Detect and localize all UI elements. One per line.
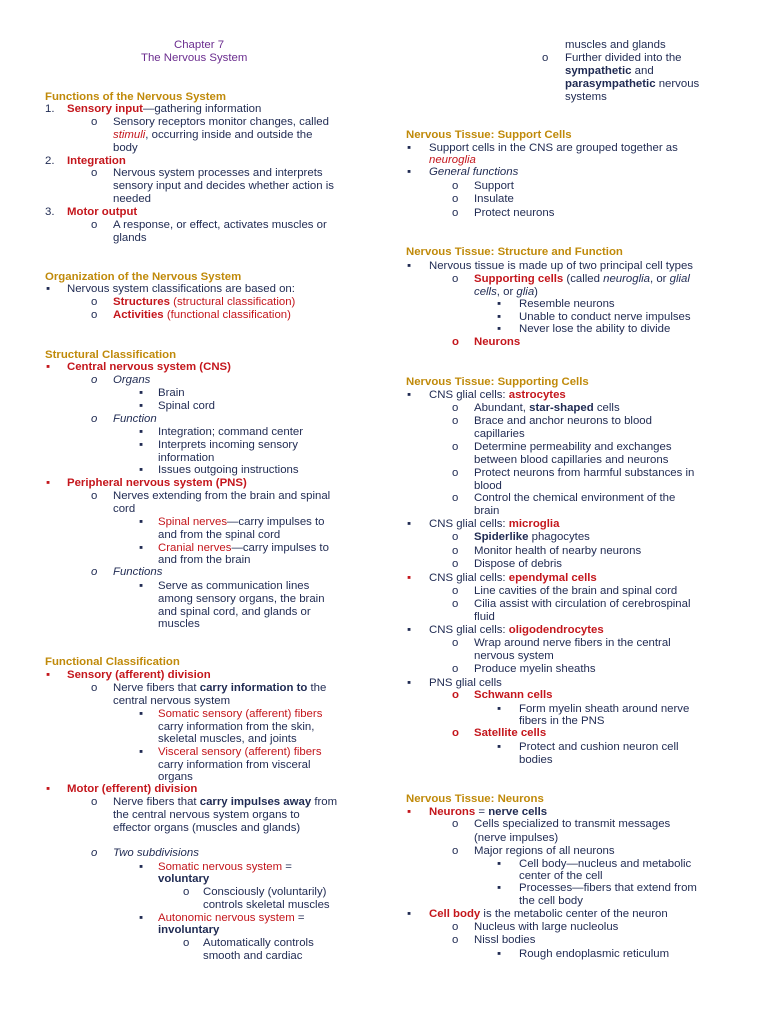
square-bullet: ▪ xyxy=(407,260,412,272)
list-item: A response, or effect, activates muscles or xyxy=(113,219,327,231)
list-item: the central nervous system organs to xyxy=(113,809,300,821)
list-item: central nervous system xyxy=(113,695,231,707)
square-bullet: ▪ xyxy=(139,464,144,476)
list-item: CNS glial cells: ependymal cells xyxy=(429,572,597,584)
list-item: Unable to conduct nerve impulses xyxy=(519,311,691,323)
section-heading-functional: Functional Classification xyxy=(45,656,180,668)
list-item: Further divided into the xyxy=(565,52,682,64)
list-item: needed xyxy=(113,193,152,205)
list-item: Organs xyxy=(113,374,151,386)
list-item: Support xyxy=(474,180,514,192)
square-bullet: ▪ xyxy=(497,948,502,960)
list-item: Motor output xyxy=(67,206,138,218)
list-item: Control the chemical environment of the xyxy=(474,492,676,504)
list-item: (nerve impulses) xyxy=(474,832,559,844)
square-bullet: ▪ xyxy=(139,542,144,554)
list-item: Form myelin sheath around nerve xyxy=(519,703,690,715)
list-item: effector organs (muscles and glands) xyxy=(113,822,301,834)
list-item: Protect neurons xyxy=(474,207,555,219)
list-item: Integration xyxy=(67,155,126,167)
circle-bullet: o xyxy=(452,492,459,504)
list-item: Issues outgoing instructions xyxy=(158,464,299,476)
list-item: Central nervous system (CNS) xyxy=(67,361,231,373)
list-item: Cells specialized to transmit messages xyxy=(474,818,671,830)
list-item: stimuli, occurring inside and outside the xyxy=(113,129,313,141)
list-number: 3. xyxy=(45,206,55,218)
circle-bullet: o xyxy=(452,180,459,192)
section-heading-supporting-cells: Nervous Tissue: Supporting Cells xyxy=(406,376,589,388)
circle-bullet: o xyxy=(91,847,98,859)
list-item: Brace and anchor neurons to blood xyxy=(474,415,652,427)
circle-bullet: o xyxy=(452,441,459,453)
circle-bullet: o xyxy=(452,336,459,348)
circle-bullet: o xyxy=(91,296,98,308)
square-bullet: ▪ xyxy=(139,708,144,720)
list-item: sympathetic and xyxy=(565,65,654,77)
list-item: Nissl bodies xyxy=(474,934,536,946)
circle-bullet: o xyxy=(452,598,459,610)
circle-bullet: o xyxy=(91,116,98,128)
list-item: Insulate xyxy=(474,193,514,205)
list-item: Neurons = nerve cells xyxy=(429,806,548,818)
list-item: CNS glial cells: microglia xyxy=(429,518,560,530)
list-item: involuntary xyxy=(158,924,220,936)
list-item: Sensory (afferent) division xyxy=(67,669,211,681)
square-bullet: ▪ xyxy=(46,283,51,295)
list-item: Integration; command center xyxy=(158,426,303,438)
circle-bullet: o xyxy=(91,167,98,179)
list-item: Autonomic nervous system = xyxy=(158,912,305,924)
chapter-label: Chapter 7 xyxy=(174,39,225,51)
section-heading-organization: Organization of the Nervous System xyxy=(45,271,242,283)
square-bullet: ▪ xyxy=(497,741,502,753)
square-bullet: ▪ xyxy=(407,142,412,154)
square-bullet: ▪ xyxy=(139,580,144,592)
square-bullet: ▪ xyxy=(497,882,502,894)
circle-bullet: o xyxy=(452,558,459,570)
list-item: Abundant, star-shaped cells xyxy=(474,402,620,414)
list-item: PNS glial cells xyxy=(429,677,502,689)
circle-bullet: o xyxy=(452,934,459,946)
list-item: Protect and cushion neuron cell xyxy=(519,741,679,753)
circle-bullet: o xyxy=(452,273,459,285)
circle-bullet: o xyxy=(452,689,459,701)
circle-bullet: o xyxy=(452,663,459,675)
circle-bullet: o xyxy=(452,585,459,597)
list-item: glands xyxy=(113,232,147,244)
circle-bullet: o xyxy=(452,207,459,219)
circle-bullet: o xyxy=(452,845,459,857)
list-number: 1. xyxy=(45,103,55,115)
square-bullet: ▪ xyxy=(497,298,502,310)
square-bullet: ▪ xyxy=(497,311,502,323)
list-item: Spinal nerves—carry impulses to xyxy=(158,516,325,528)
list-item: Wrap around nerve fibers in the central xyxy=(474,637,671,649)
square-bullet: ▪ xyxy=(497,703,502,715)
circle-bullet: o xyxy=(91,796,98,808)
list-item: Sensory receptors monitor changes, called xyxy=(113,116,329,128)
list-item: parasympathetic nervous xyxy=(565,78,700,90)
list-item: Automatically controls xyxy=(203,937,314,949)
list-item: Somatic sensory (afferent) fibers xyxy=(158,708,323,720)
list-item: voluntary xyxy=(158,873,210,885)
section-heading-structural: Structural Classification xyxy=(45,349,177,361)
list-item: and from the brain xyxy=(158,554,251,566)
list-item: Sensory input—gathering information xyxy=(67,103,262,115)
list-item: Major regions of all neurons xyxy=(474,845,615,857)
square-bullet: ▪ xyxy=(139,387,144,399)
circle-bullet: o xyxy=(452,637,459,649)
section-heading-neurons: Nervous Tissue: Neurons xyxy=(406,793,544,805)
list-item: carry information from visceral xyxy=(158,759,311,771)
square-bullet: ▪ xyxy=(497,323,502,335)
square-bullet: ▪ xyxy=(139,746,144,758)
list-item: Protect neurons from harmful substances in xyxy=(474,467,695,479)
square-bullet: ▪ xyxy=(407,518,412,530)
list-item: Supporting cells (called neuroglia, or glial xyxy=(474,273,690,285)
list-item: Determine permeability and exchanges xyxy=(474,441,672,453)
list-item: carry information from the skin, xyxy=(158,721,315,733)
list-item: fibers in the PNS xyxy=(519,715,605,727)
list-item: Spiderlike phagocytes xyxy=(474,531,590,543)
list-item: nervous system xyxy=(474,650,554,662)
list-item: neuroglia xyxy=(429,154,476,166)
list-item: Cilia assist with circulation of cerebrospinal xyxy=(474,598,691,610)
square-bullet: ▪ xyxy=(139,426,144,438)
list-item: Brain xyxy=(158,387,185,399)
circle-bullet: o xyxy=(91,682,98,694)
list-item: bodies xyxy=(519,754,553,766)
list-item: Support cells in the CNS are grouped together as xyxy=(429,142,678,154)
circle-bullet: o xyxy=(452,921,459,933)
list-item: Cell body—nucleus and metabolic xyxy=(519,858,692,870)
circle-bullet: o xyxy=(91,413,98,425)
circle-bullet: o xyxy=(452,402,459,414)
list-item: Interprets incoming sensory xyxy=(158,439,298,451)
list-item: Resemble neurons xyxy=(519,298,615,310)
list-item: smooth and cardiac xyxy=(203,950,303,962)
section-heading-support-cells: Nervous Tissue: Support Cells xyxy=(406,129,572,141)
circle-bullet: o xyxy=(452,531,459,543)
list-item: Nervous tissue is made up of two principal cell types xyxy=(429,260,694,272)
square-bullet: ▪ xyxy=(139,400,144,412)
square-bullet: ▪ xyxy=(407,806,412,818)
circle-bullet: o xyxy=(91,374,98,386)
circle-bullet: o xyxy=(452,467,459,479)
list-item: Motor (efferent) division xyxy=(67,783,198,795)
circle-bullet: o xyxy=(452,727,459,739)
circle-bullet: o xyxy=(91,219,98,231)
list-item: Schwann cells xyxy=(474,689,553,701)
list-item: CNS glial cells: oligodendrocytes xyxy=(429,624,604,636)
list-item: information xyxy=(158,452,215,464)
square-bullet: ▪ xyxy=(407,389,412,401)
list-item: the cell body xyxy=(519,895,583,907)
list-item: Two subdivisions xyxy=(113,847,199,859)
square-bullet: ▪ xyxy=(407,908,412,920)
square-bullet: ▪ xyxy=(407,166,412,178)
list-item: blood xyxy=(474,480,502,492)
list-item: between blood capillaries and neurons xyxy=(474,454,669,466)
list-item: muscles and glands xyxy=(565,39,666,51)
circle-bullet: o xyxy=(183,886,190,898)
list-item: sensory input and decides whether action is xyxy=(113,180,334,192)
list-item: Cranial nerves—carry impulses to xyxy=(158,542,329,554)
square-bullet: ▪ xyxy=(407,624,412,636)
circle-bullet: o xyxy=(452,818,459,830)
square-bullet: ▪ xyxy=(46,783,51,795)
square-bullet: ▪ xyxy=(407,677,412,689)
list-item: Cell body is the metabolic center of the neuron xyxy=(429,908,668,920)
circle-bullet: o xyxy=(452,545,459,557)
list-item: Peripheral nervous system (PNS) xyxy=(67,477,247,489)
section-heading-functions: Functions of the Nervous System xyxy=(45,91,227,103)
list-item: Nervous system processes and interprets xyxy=(113,167,323,179)
list-item: Activities (functional classification) xyxy=(113,309,291,321)
list-item: Spinal cord xyxy=(158,400,215,412)
square-bullet: ▪ xyxy=(46,361,51,373)
square-bullet: ▪ xyxy=(46,669,51,681)
section-heading-structure-function: Nervous Tissue: Structure and Function xyxy=(406,246,623,258)
circle-bullet: o xyxy=(452,415,459,427)
circle-bullet: o xyxy=(452,193,459,205)
list-item: Somatic nervous system = xyxy=(158,861,292,873)
list-item: controls skeletal muscles xyxy=(203,899,330,911)
page-title: The Nervous System xyxy=(141,52,248,64)
list-item: Nerves extending from the brain and spinal xyxy=(113,490,331,502)
square-bullet: ▪ xyxy=(497,858,502,870)
list-item: fluid xyxy=(474,611,495,623)
list-item: Nerve fibers that carry impulses away from xyxy=(113,796,338,808)
list-item: Nucleus with large nucleolus xyxy=(474,921,619,933)
list-item: Structures (structural classification) xyxy=(113,296,296,308)
list-item: body xyxy=(113,142,138,154)
square-bullet: ▪ xyxy=(407,572,412,584)
list-item: among sensory organs, the brain xyxy=(158,593,325,605)
list-item: systems xyxy=(565,91,607,103)
list-item: Monitor health of nearby neurons xyxy=(474,545,642,557)
list-item: cells, or glia) xyxy=(474,286,538,298)
list-item: Neurons xyxy=(474,336,521,348)
square-bullet: ▪ xyxy=(139,912,144,924)
circle-bullet: o xyxy=(91,490,98,502)
list-item: organs xyxy=(158,771,193,783)
circle-bullet: o xyxy=(542,52,549,64)
list-item: muscles xyxy=(158,618,200,630)
list-item: cord xyxy=(113,503,136,515)
list-item: center of the cell xyxy=(519,870,603,882)
list-item: and from the spinal cord xyxy=(158,529,281,541)
list-item: General functions xyxy=(429,166,519,178)
list-item: Satellite cells xyxy=(474,727,547,739)
list-item: Functions xyxy=(113,566,163,578)
list-item: brain xyxy=(474,505,500,517)
list-item: Dispose of debris xyxy=(474,558,563,570)
list-item: Processes—fibers that extend from xyxy=(519,882,697,894)
list-number: 2. xyxy=(45,155,55,167)
square-bullet: ▪ xyxy=(139,439,144,451)
list-item: capillaries xyxy=(474,428,525,440)
list-item: Rough endoplasmic reticulum xyxy=(519,948,670,960)
square-bullet: ▪ xyxy=(139,861,144,873)
list-item: Serve as communication lines xyxy=(158,580,310,592)
list-item: Visceral sensory (afferent) fibers xyxy=(158,746,322,758)
list-item: skeletal muscles, and joints xyxy=(158,733,297,745)
circle-bullet: o xyxy=(91,566,98,578)
list-item: CNS glial cells: astrocytes xyxy=(429,389,566,401)
list-item: Consciously (voluntarily) xyxy=(203,886,327,898)
list-item: Line cavities of the brain and spinal cord xyxy=(474,585,678,597)
circle-bullet: o xyxy=(91,309,98,321)
square-bullet: ▪ xyxy=(46,477,51,489)
list-item: Never lose the ability to divide xyxy=(519,323,671,335)
square-bullet: ▪ xyxy=(139,516,144,528)
list-item: Nerve fibers that carry information to the xyxy=(113,682,327,694)
circle-bullet: o xyxy=(183,937,190,949)
list-item: Nervous system classifications are based on: xyxy=(67,283,295,295)
list-item: Function xyxy=(113,413,157,425)
list-item: and spinal cord, and glands or xyxy=(158,606,311,618)
list-item: Produce myelin sheaths xyxy=(474,663,596,675)
